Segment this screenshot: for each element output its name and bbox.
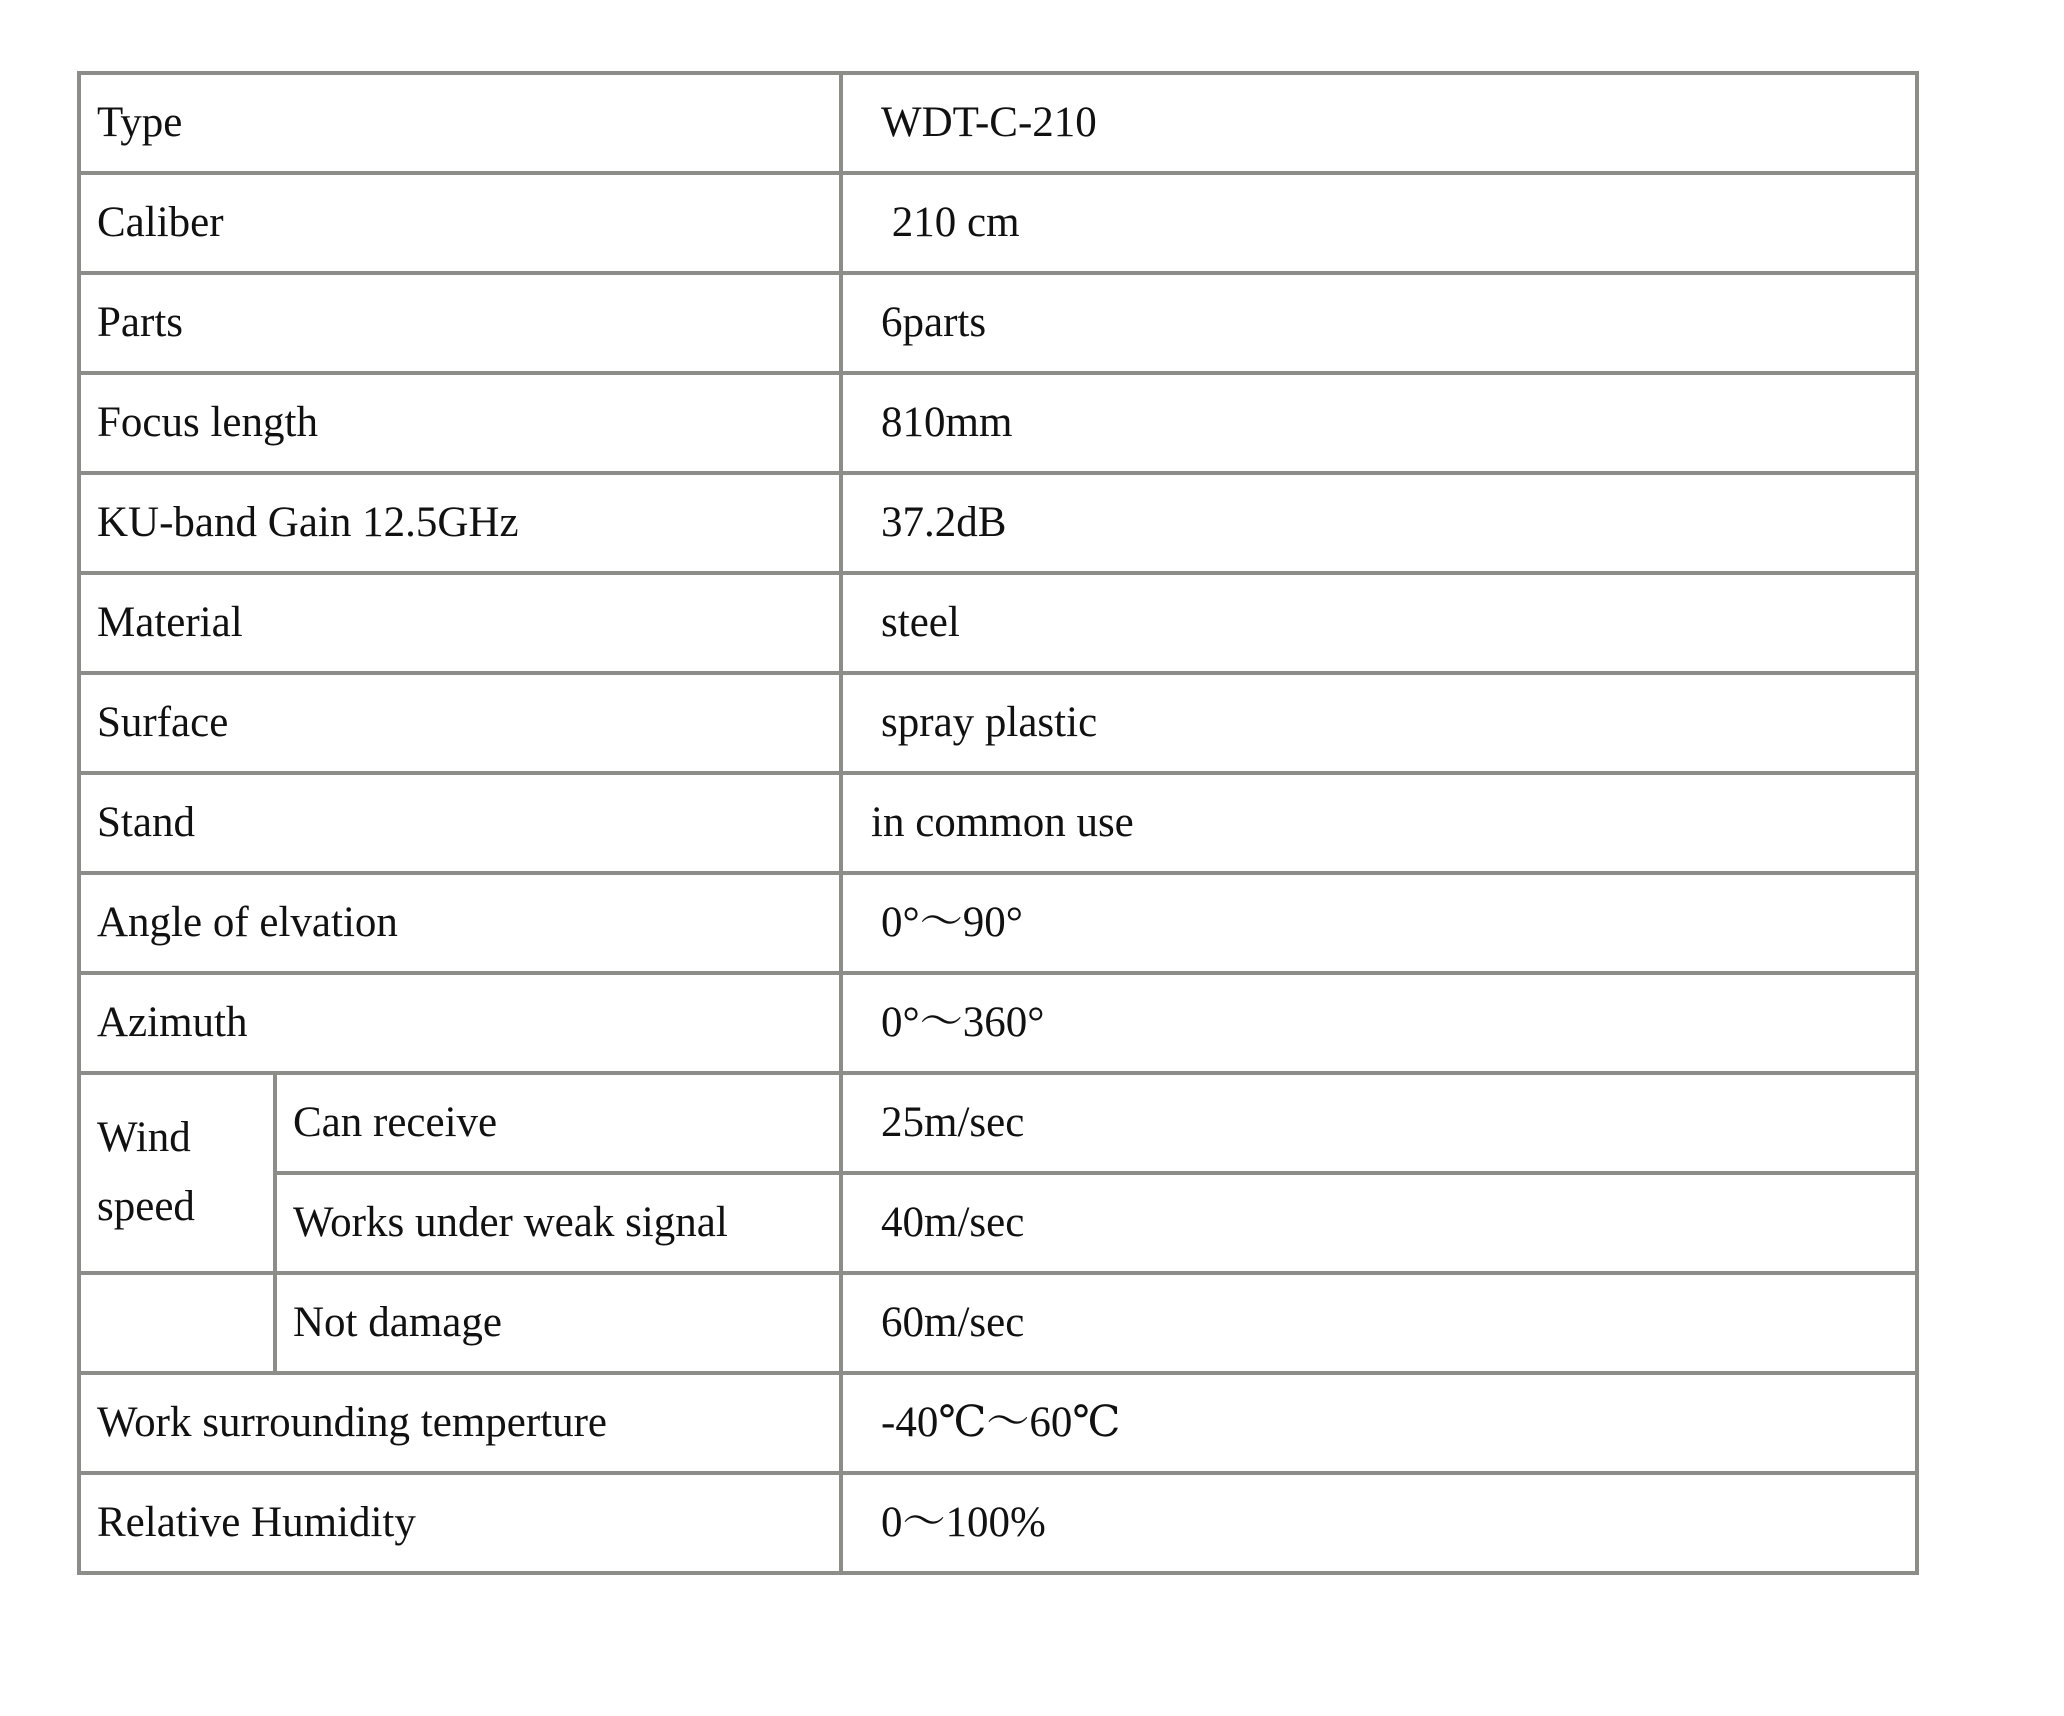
wind-speed-value: 25m/sec: [841, 1073, 1917, 1173]
table-row: [79, 373, 1917, 473]
table-row: [79, 173, 1917, 273]
table-row: [79, 273, 1917, 373]
table-row: [79, 473, 1917, 573]
row-value: 0°～90°: [841, 873, 1917, 973]
wind-speed-value: 40m/sec: [841, 1173, 1917, 1273]
row-label: Material: [79, 573, 841, 673]
row-label: Caliber: [79, 173, 841, 273]
empty-cell: [79, 1273, 275, 1373]
wind-speed-label-line1: Wind: [97, 1114, 191, 1162]
wind-speed-group-label: [79, 1073, 275, 1273]
row-value: 210 cm: [841, 173, 1917, 273]
table-row: [79, 673, 1917, 773]
table-row: [79, 1073, 1917, 1173]
row-value: 810mm: [841, 373, 1917, 473]
table-row: [79, 573, 1917, 673]
row-label: Type: [79, 73, 841, 173]
wind-speed-sub-label: Not damage: [275, 1273, 841, 1373]
table-row: [79, 1173, 1917, 1273]
row-label: Azimuth: [79, 973, 841, 1073]
row-value: 37.2dB: [841, 473, 1917, 573]
spec-table: [77, 71, 1919, 1575]
row-label: Work surrounding temperture: [79, 1373, 841, 1473]
row-value: -40℃～60℃: [841, 1373, 1917, 1473]
table-row: [79, 73, 1917, 173]
row-label: Relative Humidity: [79, 1473, 841, 1573]
row-label: Angle of elvation: [79, 873, 841, 973]
row-value: 0～100%: [841, 1473, 1917, 1573]
table-row: [79, 1373, 1917, 1473]
row-value: steel: [841, 573, 1917, 673]
row-value: 0°～360°: [841, 973, 1917, 1073]
table-row: [79, 773, 1917, 873]
wind-speed-value: 60m/sec: [841, 1273, 1917, 1373]
wind-speed-sub-label: Can receive: [275, 1073, 841, 1173]
row-value: WDT-C-210: [841, 73, 1917, 173]
wind-speed-sub-label: Works under weak signal: [275, 1173, 841, 1273]
row-label: KU-band Gain 12.5GHz: [79, 473, 841, 573]
table-row: [79, 873, 1917, 973]
table-row: [79, 1273, 1917, 1373]
row-value: 6parts: [841, 273, 1917, 373]
wind-speed-label-line2: speed: [97, 1183, 195, 1230]
row-value: in common use: [841, 773, 1917, 873]
row-label: Parts: [79, 273, 841, 373]
table-row: [79, 973, 1917, 1073]
table-row: [79, 1473, 1917, 1573]
row-label: Stand: [79, 773, 841, 873]
row-value: spray plastic: [841, 673, 1917, 773]
row-label: Surface: [79, 673, 841, 773]
row-label: Focus length: [79, 373, 841, 473]
